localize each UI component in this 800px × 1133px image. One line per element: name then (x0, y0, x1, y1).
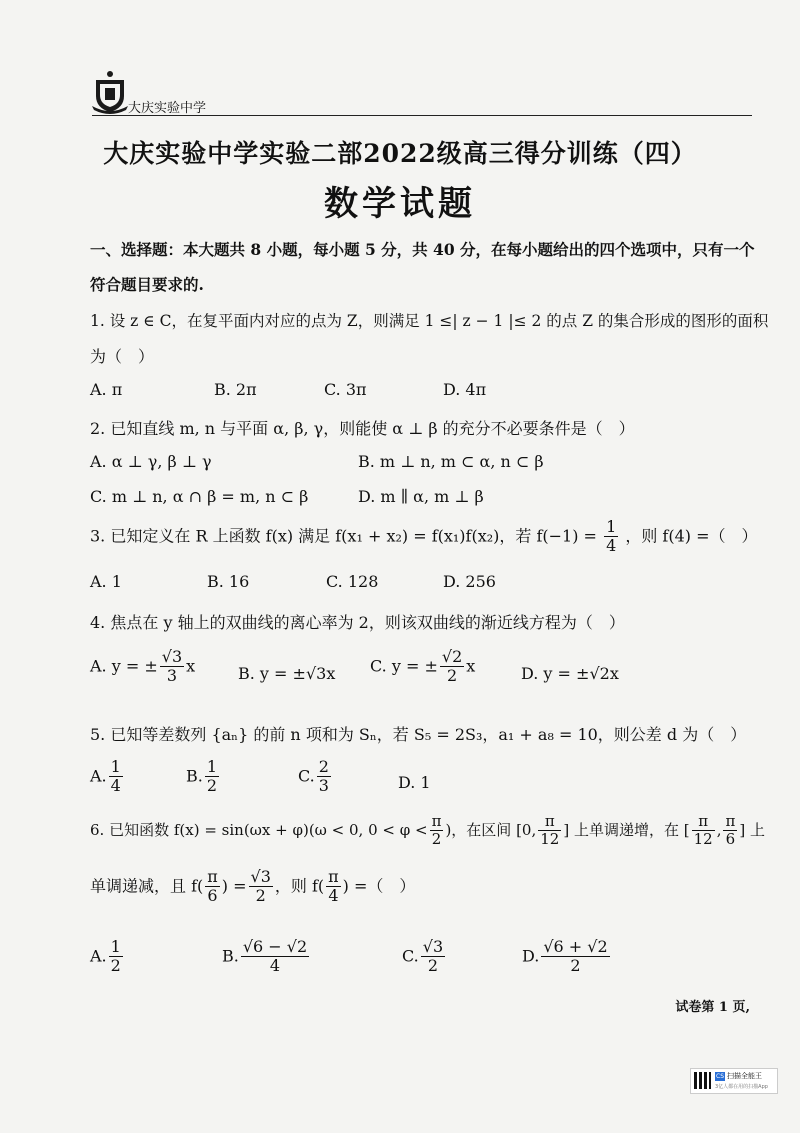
q6-line2-frac-3-den: 4 (328, 886, 339, 906)
q6-frac-2-num: π (538, 813, 561, 831)
q4-option-c (370, 648, 475, 686)
q4-option-a-num: √3 (161, 647, 183, 666)
q6-frac-3-num: π (692, 813, 715, 831)
school-name: 大庆实验中学 (128, 101, 207, 116)
q6-line2-part-4: ) =（ ） (342, 876, 416, 896)
q2-option-b: B. m ⊥ n, m ⊂ α, n ⊂ β (358, 452, 544, 471)
q6-frac-3-den: 12 (693, 830, 713, 849)
school-logo-icon (90, 66, 130, 114)
q6-line2-frac-3-num: π (328, 867, 339, 886)
q4-option-a-prefix: A. y = ± (90, 656, 158, 676)
q2-option-d: D. m ∥ α, m ⊥ β (358, 487, 484, 506)
q6-stem-line-2 (90, 868, 415, 906)
q4-option-c-prefix: C. y = ± (370, 656, 438, 676)
q4-stem: 4. 焦点在 y 轴上的双曲线的离心率为 2，则该双曲线的渐近线方程为（ ） (90, 613, 625, 632)
q6-part-3: ] 上单调递增，在 [ (563, 820, 690, 839)
q4-option-a-fraction (160, 648, 184, 686)
q6-option-a (90, 938, 125, 976)
subject-title: 数学试题 (324, 184, 476, 224)
camscanner-icon: CS (716, 1073, 724, 1080)
q6-option-d-num: √6 + √2 (543, 937, 608, 956)
q3-fraction-num: 1 (606, 517, 617, 536)
q3-option-d: D. 256 (443, 572, 496, 591)
q5-option-b-label: B. (186, 766, 203, 786)
q5-option-c-num: 2 (318, 757, 329, 776)
exam-title: 大庆实验中学实验二部2022级高三得分训练（四） (103, 139, 697, 168)
q6-option-d (522, 938, 612, 976)
q6-option-b-fraction (241, 938, 309, 976)
q3-fraction-den: 4 (606, 536, 617, 556)
q2-stem: 2. 已知直线 m, n 与平面 α, β, γ，则能使 α ⊥ β 的充分不必要条件是（ ） (90, 419, 635, 438)
q1-stem-line-1: 1. 设 z ∈ C，在复平面内对应的点为 Z，则满足 1 ≤| z − 1 |≤ 2 的点 Z 的集合形成的图形的面积 (90, 312, 769, 330)
q4-option-c-num: √2 (441, 647, 463, 666)
q6-option-c-den: 2 (427, 956, 439, 976)
q3-stem-part-2: ，则 f(4) =（ ） (625, 526, 758, 546)
q6-option-d-den: 2 (570, 956, 581, 976)
q6-frac-3 (692, 813, 715, 849)
q3-stem (90, 518, 758, 556)
q6-option-d-fraction (541, 938, 609, 976)
q6-option-c-label: C. (402, 946, 419, 966)
q5-option-b-fraction (205, 758, 219, 796)
q5-option-b-num: 1 (206, 757, 218, 776)
q6-option-a-fraction (109, 938, 123, 976)
q6-part-5: ] 上 (739, 820, 765, 839)
scanner-app-name: 扫描全能王 (727, 1072, 762, 1080)
q6-frac-2-den: 12 (540, 830, 560, 849)
q4-option-c-fraction (440, 648, 464, 686)
q6-line2-frac-3 (326, 868, 341, 906)
q5-option-c (298, 758, 333, 796)
scanner-watermark (690, 1068, 778, 1094)
page-number: 试卷第 1 页, (675, 1000, 750, 1015)
q6-line2-frac-2-num: √3 (250, 867, 271, 886)
q2-option-a: A. α ⊥ γ, β ⊥ γ (90, 452, 212, 471)
q3-option-a: A. 1 (90, 572, 122, 591)
q6-frac-1-num: π (431, 812, 442, 830)
q4-option-d: D. y = ±√2x (521, 664, 619, 683)
q4-option-a-suffix: x (186, 656, 196, 676)
q6-line2-frac-2-den: 2 (255, 886, 266, 906)
q5-option-a-label: A. (90, 766, 107, 786)
q5-option-a-num: 1 (110, 757, 121, 776)
header-divider (92, 115, 752, 117)
q6-line2-part-1: 单调递减，且 f( (90, 876, 204, 896)
qr-code-icon (694, 1072, 711, 1089)
q6-frac-4-num: π (725, 812, 736, 830)
q3-option-b: B. 16 (207, 572, 250, 591)
q6-line2-frac-1 (205, 868, 220, 906)
section-instructions-line-1: 一、选择题：本大题共 8 小题，每小题 5 分，共 40 分，在每小题给出的四个选项中，只有一个 (90, 240, 755, 259)
q1-option-c: C. 3π (324, 380, 367, 399)
section-instructions-line-2: 符合题目要求的. (90, 275, 204, 294)
q5-option-c-label: C. (298, 766, 315, 786)
q6-option-c-num: √3 (422, 937, 444, 956)
q5-option-d: D. 1 (398, 773, 431, 792)
q6-part-4: , (716, 820, 722, 839)
q5-option-b (186, 758, 221, 796)
q6-line2-part-2: ) = (221, 876, 247, 896)
q6-option-b (222, 938, 311, 976)
q6-option-a-num: 1 (110, 937, 121, 956)
q6-option-d-label: D. (522, 946, 540, 966)
q4-option-c-den: 2 (446, 666, 458, 686)
q5-option-b-den: 2 (206, 776, 218, 796)
q6-line2-part-3: ，则 f( (274, 876, 325, 896)
q6-option-c (402, 938, 447, 976)
q4-option-c-suffix: x (466, 656, 476, 676)
q5-option-a (90, 758, 125, 796)
q1-option-b: B. 2π (214, 380, 257, 399)
q6-frac-1-den: 2 (431, 830, 442, 849)
q6-option-b-den: 4 (269, 956, 281, 976)
q5-option-a-fraction (109, 758, 123, 796)
q6-option-a-label: A. (90, 946, 107, 966)
q6-part-2: )，在区间 [0, (445, 820, 537, 839)
q2-option-c: C. m ⊥ n, α ∩ β = m, n ⊂ β (90, 487, 309, 506)
q6-option-b-label: B. (222, 946, 239, 966)
q5-stem: 5. 已知等差数列 {aₙ} 的前 n 项和为 Sₙ，若 S₅ = 2S₃，a₁ + a₈ = 10，则公差 d 为（ ） (90, 725, 747, 744)
q1-stem-line-2: 为（ ） (90, 347, 155, 366)
q6-stem-line-1 (90, 813, 765, 849)
q4-option-a-den: 3 (166, 666, 178, 686)
q4-option-a (90, 648, 195, 686)
q6-line2-frac-1-num: π (207, 867, 218, 886)
q6-option-b-num: √6 − √2 (242, 937, 308, 956)
q5-option-c-fraction (317, 758, 331, 796)
q6-option-c-fraction (421, 938, 445, 976)
q6-line2-frac-2 (249, 868, 273, 906)
q6-line2-frac-1-den: 6 (207, 886, 218, 906)
q6-frac-2 (538, 813, 561, 849)
q3-fraction (604, 518, 618, 556)
q6-part-1: 6. 已知函数 f(x) = sin(ωx + φ)(ω < 0, 0 < φ < (90, 820, 428, 839)
q6-frac-1 (430, 813, 444, 849)
q6-option-a-den: 2 (110, 956, 121, 976)
q6-frac-4 (723, 813, 737, 849)
q1-option-d: D. 4π (443, 380, 487, 399)
q6-frac-4-den: 6 (725, 830, 736, 849)
q3-option-c: C. 128 (326, 572, 379, 591)
q4-option-b: B. y = ±√3x (238, 664, 336, 683)
q5-option-a-den: 4 (110, 776, 121, 796)
scanner-app-slogan: 3亿人都在用的扫描App (715, 1084, 768, 1090)
q5-option-c-den: 3 (318, 776, 329, 796)
q1-option-a: A. π (90, 380, 123, 399)
q3-stem-part-1: 3. 已知定义在 R 上函数 f(x) 满足 f(x₁ + x₂) = f(x₁)f(x₂)，若 f(−1) = (90, 526, 597, 546)
